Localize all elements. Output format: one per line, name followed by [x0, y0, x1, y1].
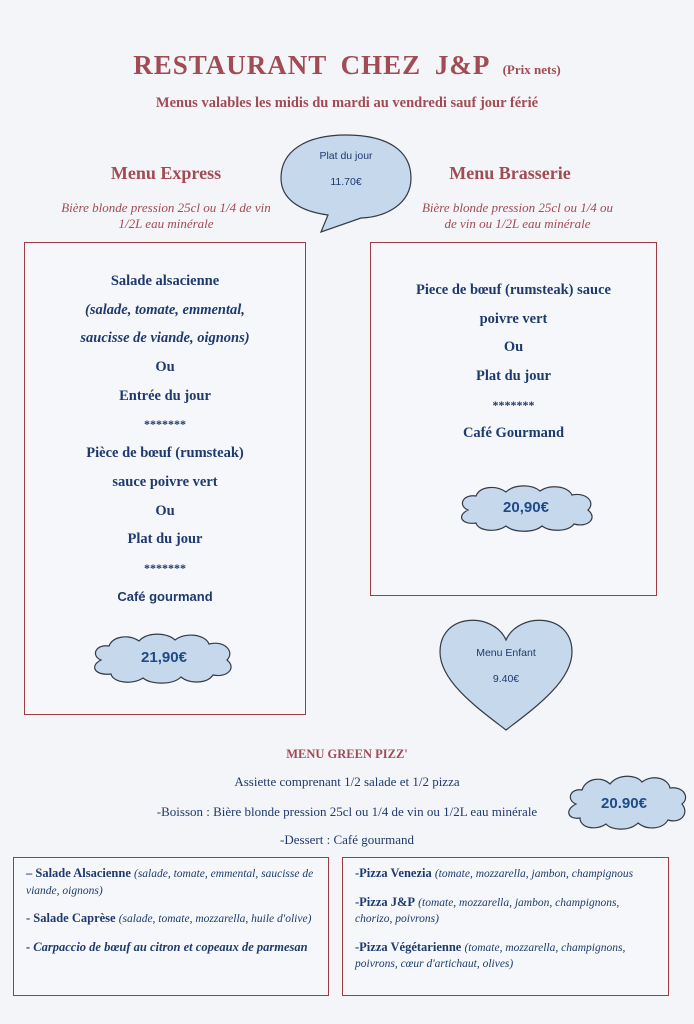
pizza-desc: (tomate, mozzarella, champignons, poivrons, cœur d'artichaut, olives)	[355, 941, 626, 970]
salads-box	[13, 857, 329, 996]
menu-line: Salade alsacienne	[110, 273, 220, 289]
menu-line: Café Gourmand	[462, 425, 565, 442]
menu-line: Ou	[155, 502, 175, 519]
brasserie-price: 20,90€	[503, 499, 549, 516]
menu-line: saucisse de viande, oignons)	[80, 330, 250, 347]
menu-line: Plat du jour	[476, 368, 551, 385]
list-item	[26, 866, 318, 899]
menu-green-pizz-title: MENU GREEN PIZZ'	[286, 747, 408, 761]
salad-desc: (salade, tomate, mozzarella, huile d'olive)	[118, 913, 312, 925]
pizza-desc: (tomate, mozzarella, jambon, champignons, chorizo, poivrons)	[355, 896, 620, 925]
list-item	[26, 911, 318, 928]
menu-express-drinks	[25, 200, 307, 232]
salad-desc: (salade, tomate, emmental, saucisse de viande, oignons)	[26, 868, 314, 897]
menu-line: *******	[144, 417, 186, 432]
menu-line: Piece de bœuf (rumsteak) sauce	[416, 282, 611, 298]
menu-express-drink-line: Bière blonde pression 25cl ou 1/4 de vin	[61, 200, 271, 215]
plat-du-jour-price: 11.70€	[330, 176, 362, 188]
menu-brasserie-drink-line: Bière blonde pression 25cl ou 1/4 ou	[421, 200, 614, 215]
menu-enfant-price: 9.40€	[492, 673, 520, 685]
pizza-desc: (tomate, mozzarella, jambon, champignous	[434, 868, 634, 880]
list-item	[355, 940, 658, 973]
green-price: 20.90€	[601, 795, 647, 812]
pizza-name: -Pizza J&P	[355, 894, 416, 909]
green-line-dessert: -Dessert : Café gourmand	[280, 832, 414, 847]
menu-brasserie-title: Menu Brasserie	[449, 163, 571, 183]
menu-line: Ou	[503, 339, 524, 356]
restaurant-title	[0, 50, 694, 81]
menu-line: poivre vert	[479, 310, 548, 327]
menu-express-drink-line: 1/2L eau minérale	[118, 216, 214, 231]
list-item	[355, 895, 658, 928]
menu-line: sauce poivre vert	[112, 473, 218, 490]
menu-line: Café gourmand	[117, 588, 213, 604]
menu-line: Pièce de bœuf (rumsteak)	[86, 445, 244, 462]
validity-subtitle: Menus valables les midis du mardi au vendredi sauf jour férié	[155, 95, 539, 111]
menu-brasserie-drink-line: de vin ou 1/2L eau minérale	[444, 216, 591, 231]
menu-express-lines	[24, 267, 306, 611]
pizza-name: -Pizza Végétarienne	[355, 939, 462, 954]
list-item	[355, 866, 658, 883]
menu-line: Ou	[155, 359, 175, 376]
green-line-assiette: Assiette comprenant 1/2 salade et 1/2 pizza	[234, 774, 460, 789]
express-price: 21,90€	[141, 649, 187, 666]
plat-du-jour-label: Plat du jour	[319, 150, 373, 162]
menu-line: Plat du jour	[127, 531, 203, 548]
pizza-name: -Pizza Venezia	[355, 866, 432, 880]
menu-line: *******	[492, 397, 535, 412]
price-note: (Prix nets)	[502, 62, 561, 77]
menu-enfant-label: Menu Enfant	[476, 647, 536, 659]
menu-express-title: Menu Express	[110, 163, 222, 183]
salad-name: - Carpaccio de bœuf au citron et copeaux de parmesan	[26, 939, 308, 954]
green-line-boisson: -Boisson : Bière blonde pression 25cl ou 1/4 de vin ou 1/2L eau minérale	[156, 804, 538, 819]
menu-line: Entrée du jour	[119, 387, 211, 404]
restaurant-name: RESTAURANT CHEZ J&P	[133, 50, 489, 80]
list-item	[26, 940, 318, 956]
menu-brasserie-drinks	[385, 200, 650, 232]
menu-line: *******	[144, 560, 186, 575]
menu-brasserie-lines	[370, 276, 657, 448]
salad-name: – Salade Alsacienne	[26, 866, 131, 880]
salad-name: - Salade Caprèse	[26, 911, 116, 925]
menu-line: (salade, tomate, emmental,	[85, 301, 245, 318]
pizzas-box	[342, 857, 669, 996]
